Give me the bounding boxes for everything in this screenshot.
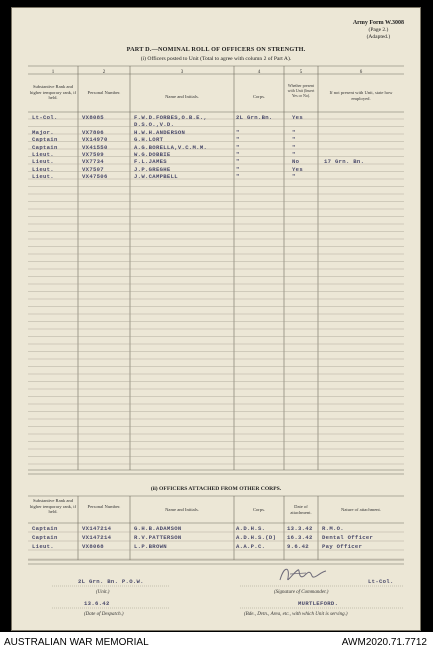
header-name: Name and Initials. xyxy=(165,94,199,99)
header-present: Whether present with Unit (Insert Yes or No). xyxy=(287,83,315,98)
col-num-1: 1 xyxy=(51,70,55,75)
col-num-2: 2 xyxy=(102,70,106,75)
footer-despatch-label: (Date of Despatch.) xyxy=(84,612,124,617)
attached-rank-cell: Captain xyxy=(32,534,58,541)
attached-name-cell: R.V.PATTERSON xyxy=(134,534,182,541)
officer-present-cell: " xyxy=(292,151,296,158)
officer-name-cell: J.P.GREGHE xyxy=(134,165,171,173)
commander-signature xyxy=(276,562,332,586)
officer-name-cell: D.S.O.,V.D. xyxy=(134,121,175,129)
officer-corps-cell: " xyxy=(236,143,240,151)
footer-commander-label: (Signature of Commander.) xyxy=(274,590,329,595)
form-adapted: (Adapted.) xyxy=(366,34,391,40)
officer-corps-cell: " xyxy=(236,165,240,173)
officer-corps-cell: " xyxy=(236,158,240,166)
attached-number-cell: VX8068 xyxy=(82,543,104,550)
header-ii-name: Name and Initials. xyxy=(165,507,199,512)
officer-present-cell: " xyxy=(292,143,296,151)
attached-rank-cell: Lieut. xyxy=(32,543,54,550)
attached-nature-cell: Dental Officer xyxy=(322,534,374,541)
col-num-5: 5 xyxy=(299,70,303,75)
attached-date-cell: 16.3.42 xyxy=(287,534,313,541)
officer-present-cell: " xyxy=(292,173,296,181)
officer-rank-cell: Lieut. xyxy=(32,173,54,181)
officer-present-cell: Yes xyxy=(292,114,303,121)
officer-name-cell: A.G.BORELLA,V.C.M.M. xyxy=(134,143,208,151)
officer-present-cell: " xyxy=(292,136,296,144)
attached-rank-cell: Captain xyxy=(32,525,58,532)
attached-corps-cell: A.D.H.S.(D) xyxy=(236,534,277,541)
attached-nature-cell: R.M.O. xyxy=(322,525,344,532)
header-ii-date: Date of attachment. xyxy=(290,504,312,515)
officer-corps-cell: " xyxy=(236,173,240,181)
footer-despatch-date: 13.6.42 xyxy=(84,600,110,607)
officer-corps-cell: " xyxy=(236,151,240,158)
footer-location-label: (Bde., Dvtn., Area, etc., with which Unit is serving.) xyxy=(244,612,348,617)
officer-corps-cell: 2L Grn.Bn. xyxy=(236,114,273,121)
officer-name-cell: J.W.CAMPBELL xyxy=(134,173,178,181)
footer-unit: 2L Grn. Bn. P.O.W. xyxy=(78,578,144,585)
footer-commander-rank: Lt-Col. xyxy=(368,578,394,585)
officer-name-cell: W.G.DOBBIE xyxy=(134,151,171,158)
officer-number-cell: VX7509 xyxy=(82,151,104,158)
header-ii-nature: Nature of attachment. xyxy=(341,507,381,512)
header-ii-corps: Corps. xyxy=(252,507,266,512)
col-num-4: 4 xyxy=(257,70,261,75)
part-d-title: PART D.—NOMINAL ROLL OF OFFICERS ON STRENGTH. xyxy=(126,46,306,53)
header-ii-number: Personal Number. xyxy=(87,504,121,509)
form-page-number: (Page 2.) xyxy=(368,27,389,33)
officer-number-cell: VX7806 xyxy=(82,128,104,136)
officer-present-cell: " xyxy=(292,128,296,136)
footer-location: MURTLEFORD. xyxy=(298,600,339,607)
attached-name-cell: L.P.BROWN xyxy=(134,543,167,550)
header-rank: Substantive Rank and higher temporary rank, if held. xyxy=(29,84,77,100)
attached-date-cell: 13.3.42 xyxy=(287,525,313,532)
attached-date-cell: 9.6.42 xyxy=(287,543,309,550)
officer-corps-cell: " xyxy=(236,136,240,144)
officer-present-cell: No xyxy=(292,158,300,166)
officer-corps-cell: " xyxy=(236,128,240,136)
footer-unit-label: (Unit.) xyxy=(96,590,110,595)
officer-number-cell: VX14970 xyxy=(82,136,108,144)
header-corps: Corps. xyxy=(252,94,266,99)
header-number: Personal Number. xyxy=(87,90,121,95)
officer-rank-cell: Captain xyxy=(32,136,58,144)
archive-caption xyxy=(0,632,433,653)
attached-number-cell: VX147214 xyxy=(82,525,112,532)
part-ii-title: (ii) OFFICERS ATTACHED FROM OTHER CORPS. xyxy=(150,486,282,492)
officer-name-cell: F.W.D.FORBES,O.B.E., xyxy=(134,114,208,121)
officer-name-cell: F.L.JAMES xyxy=(134,158,167,166)
officer-rank-cell: Lieut. xyxy=(32,151,54,158)
attached-number-cell: VX147214 xyxy=(82,534,112,541)
attached-corps-cell: A.A.P.C. xyxy=(236,543,266,550)
col-num-6: 6 xyxy=(359,70,363,75)
caption-accession-number: AWM2020.71.7712 xyxy=(341,637,427,648)
officer-number-cell: VX41550 xyxy=(82,143,108,151)
officer-rank-cell: Lieut. xyxy=(32,158,54,166)
officer-number-cell: VX7734 xyxy=(82,158,104,166)
officer-number-cell: VX8085 xyxy=(82,114,104,121)
officer-name-cell: H.W.H.ANDERSON xyxy=(134,128,186,136)
col-num-3: 3 xyxy=(180,70,184,75)
attached-corps-cell: A.D.H.S. xyxy=(236,525,266,532)
part-i-title: (i) Officers posted to Unit (Total to agree with column 2 of Part A). xyxy=(140,56,292,62)
attached-name-cell: G.H.B.ADAMSON xyxy=(134,525,182,532)
officer-rank-cell: Lt-Col. xyxy=(32,114,58,121)
caption-institution: AUSTRALIAN WAR MEMORIAL xyxy=(4,637,149,648)
officer-number-cell: VX47506 xyxy=(82,173,108,181)
officer-rank-cell: Lieut. xyxy=(32,165,54,173)
form-number: Army Form W.3008 xyxy=(352,20,404,26)
officer-present-cell: Yes xyxy=(292,165,303,173)
attached-nature-cell: Pay Officer xyxy=(322,543,363,550)
officer-name-cell: G.H.LORT xyxy=(134,136,164,144)
header-ii-rank: Substantive Rank and higher temporary rank, if held. xyxy=(29,498,77,514)
officer-rank-cell: Major. xyxy=(32,128,54,136)
officer-note-cell: 17 Grn. Bn. xyxy=(324,158,365,166)
header-not-present: If not present with Unit, state how employed. xyxy=(329,90,393,101)
officer-rank-cell: Captain xyxy=(32,143,58,151)
officer-number-cell: VX7507 xyxy=(82,165,104,173)
form-page xyxy=(12,8,420,630)
